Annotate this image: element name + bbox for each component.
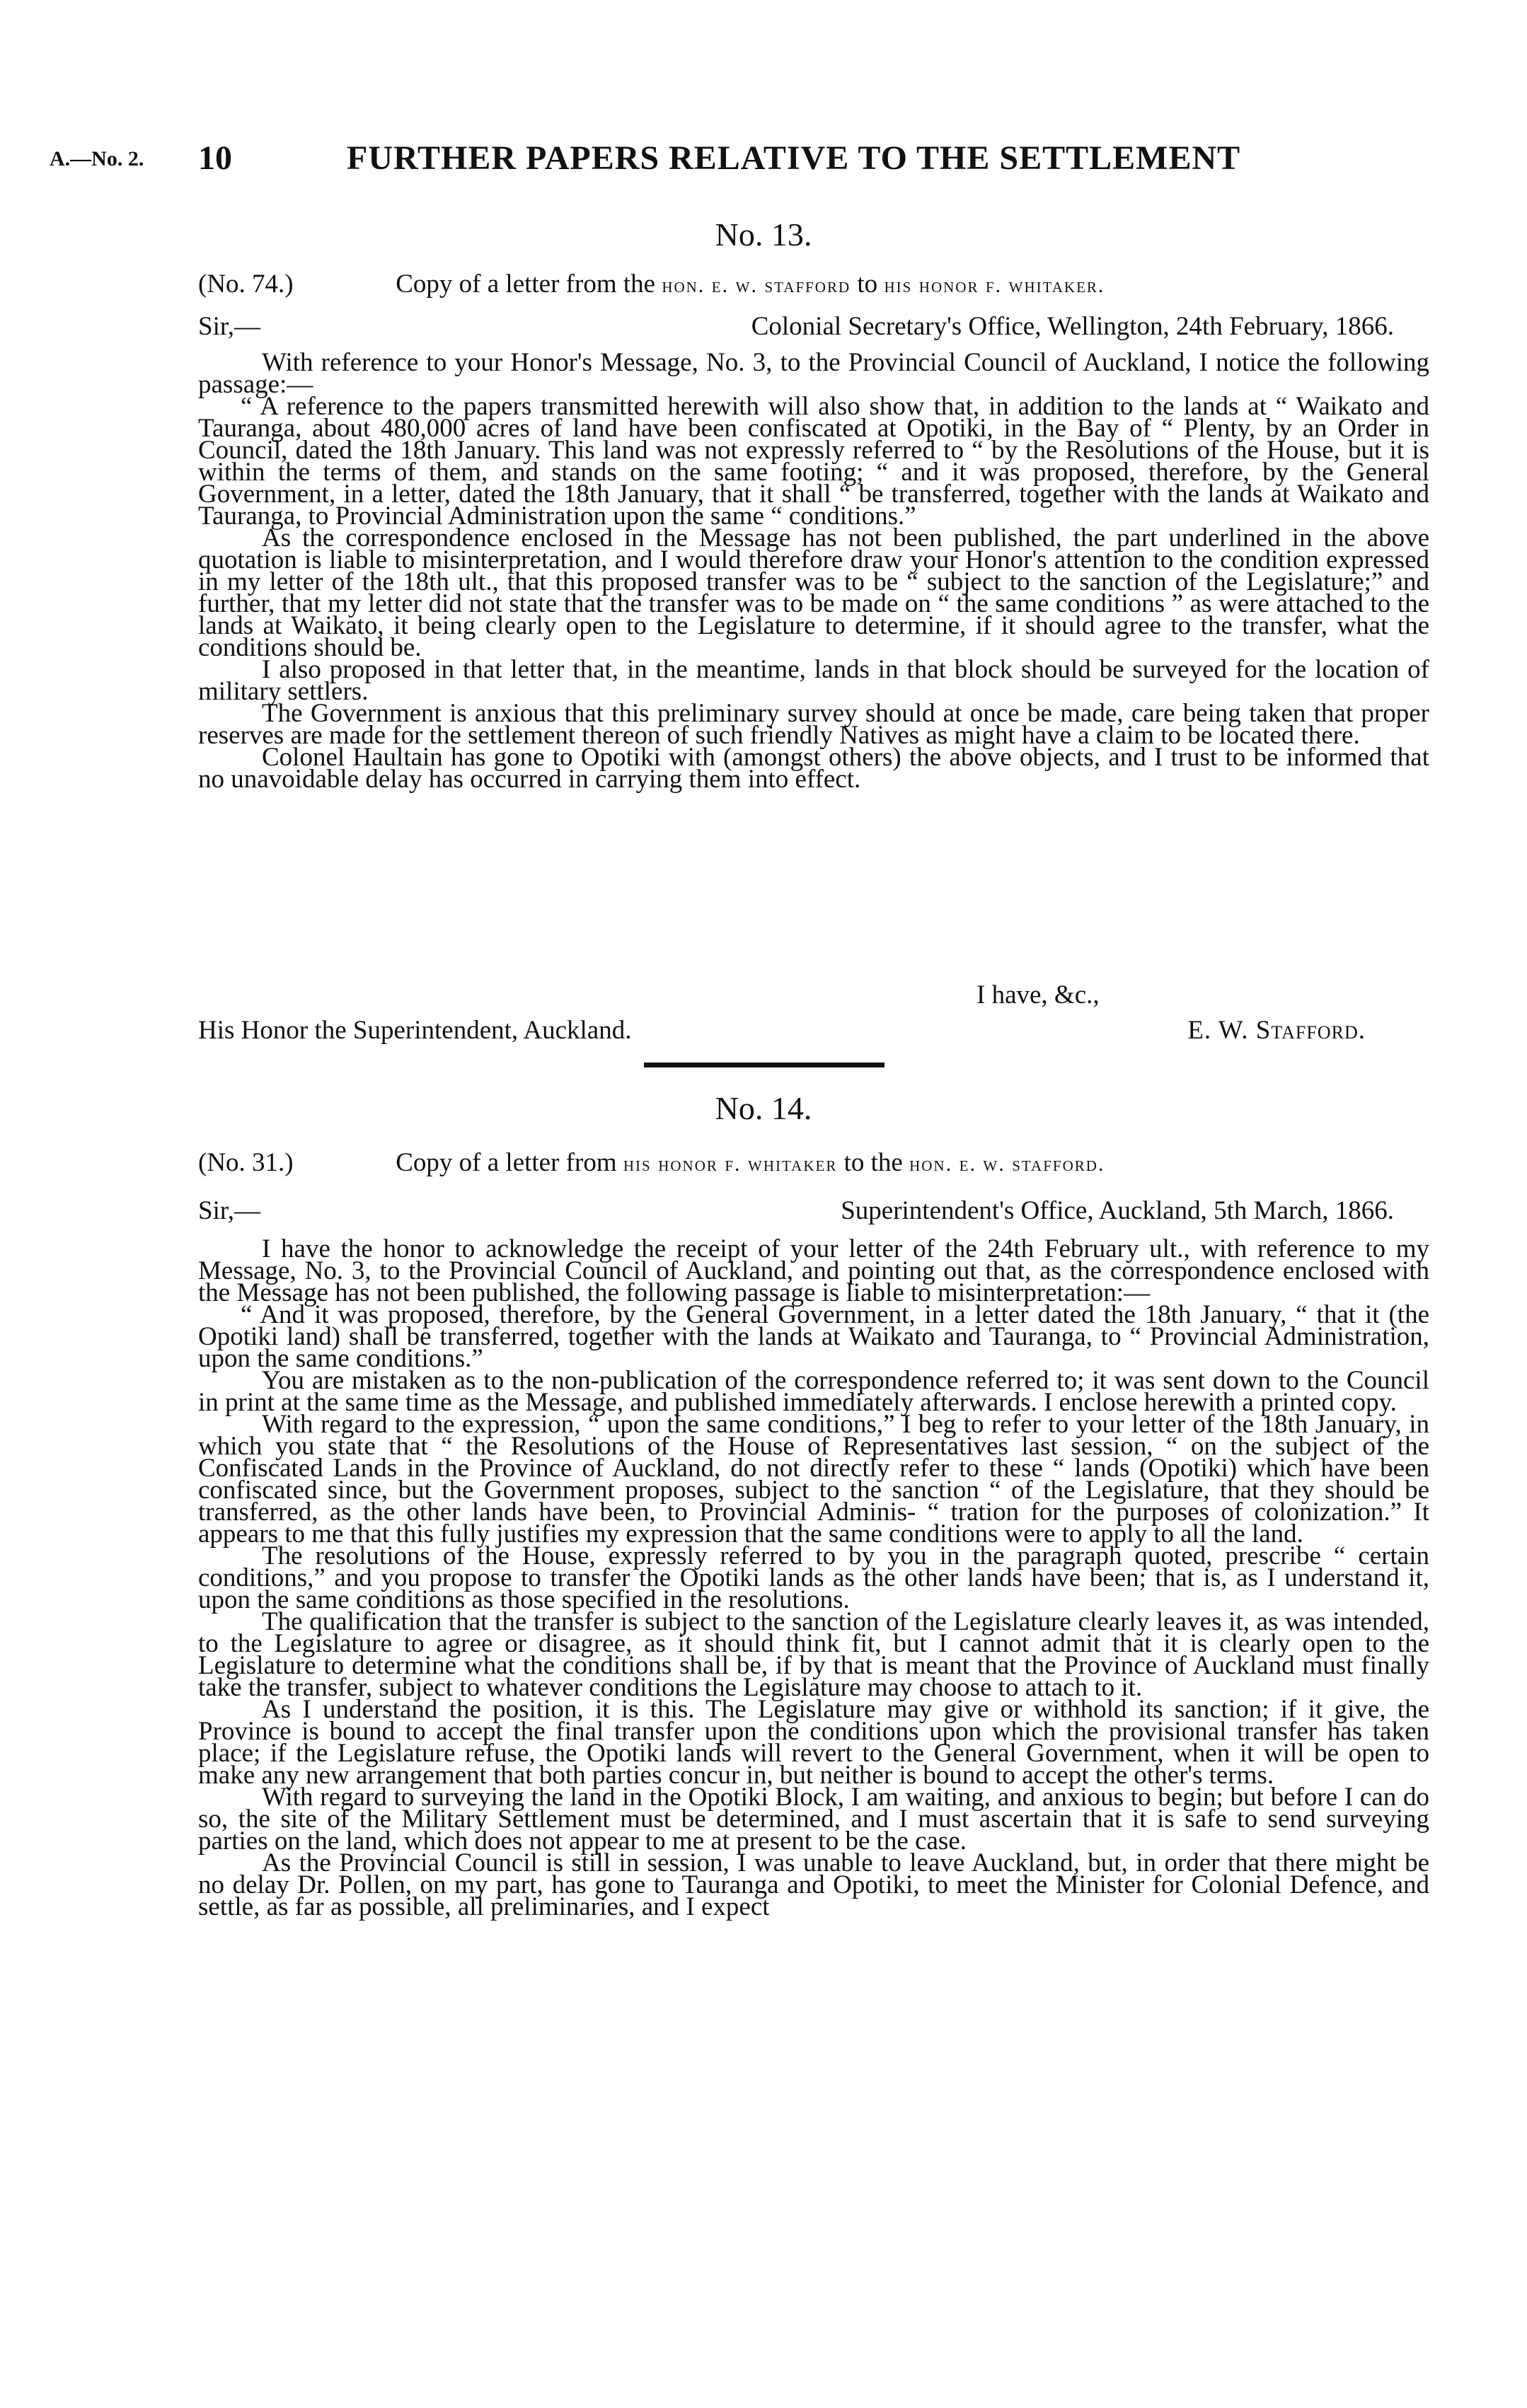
letter-13-serial: (No. 74.) — [198, 270, 294, 299]
document-reference: A.—No. 2. — [50, 147, 144, 170]
letter-13-paragraph: The Government is anxious that this preliminary survey should at once be made, care being taken that proper reserves are made for the settlement thereon of such friendly Natives as might have a claim to be located there. — [198, 699, 1429, 750]
letter-14-paragraph: You are mistaken as to the non-publication of the correspondence referred to; it was sent down to the Council in print at the same time as the Message, and published immediately afterwards. I enclose herewith a printed copy. — [198, 1366, 1429, 1417]
page-header — [50, 134, 1422, 191]
letter-13-heading-mid: to — [857, 270, 878, 299]
letter-14-paragraph: With regard to the expression, “ upon the same conditions,” I beg to refer to your letter of the 18th January, in which you state that “ the Resolutions of the House of Representatives last session, “ on the subject of the Confiscated Lands in the Province of Auckland, do not directly refer to these “ lands (Opotiki) which have been confiscated since, but the Government proposes, subject to the sanction “ of the Legislature, that they should be transferred, as the other lands have been, to Provincial Adminis- “ tration for the purposes of colonization.” It appears to me that this fully justifies my expression that the same conditions were to apply to all the land. — [198, 1410, 1429, 1549]
letter-14-heading-pre: Copy of a letter from — [396, 1148, 617, 1177]
letter-13-addressee: His Honor the Superintendent, Auckland. — [198, 1016, 632, 1045]
letter-14-paragraph: The resolutions of the House, expressly referred to by you in the paragraph quoted, prescribe “ certain conditions,” and you propose to transfer the Opotiki lands as the other lands have been; that is, as I understand it, upon the same conditions as those specified in the resolutions. — [198, 1541, 1429, 1614]
letter-13-sender: hon. e. w. stafford — [662, 274, 851, 297]
letter-14-paragraph: As the Provincial Council is still in session, I was unable to leave Auckland, but, in order that there might be no delay Dr. Pollen, on my part, has gone to Tauranga and Opotiki, to meet the Minister for Colonial Defence, and settle, as far as possible, all preliminaries, and I expect — [198, 1848, 1429, 1921]
letter-14-paragraph: As I understand the position, it is this. The Legislature may give or withhold its sanction; if it give, the Province is bound to accept the final transfer upon the conditions upon which the provisional transfer has taken place; if the Legislature refuse, the Opotiki lands will revert to the General Government, when it will be open to make any new arrangement that both parties concur in, but neither is bound to accept the other's terms. — [198, 1695, 1429, 1790]
letter-13-paragraph: With reference to your Honor's Message, No. 3, to the Provincial Council of Auckland, I notice the following passage:— — [198, 348, 1429, 399]
page-number: 10 — [198, 139, 232, 177]
letter-14-number: No. 14. — [715, 1090, 812, 1126]
running-title: FURTHER PAPERS RELATIVE TO THE SETTLEMENT — [347, 139, 1241, 177]
letter-13-recipient: his honor f. whitaker. — [884, 274, 1105, 297]
letter-13-signature-row — [198, 1015, 1366, 1046]
letter-13-quote: “ A reference to the papers transmitted herewith will also show that, in addition to the lands at “ Waikato and Tauranga, about 480,000 acres of land have been confiscated at Opotiki, in the Bay of “ Plenty, by an Order in Council, dated the 18th January. This land was not expressly referred to “ by the Resolutions of the House, but it is within the terms of them, and stands on the same footing; “ and it was proposed, therefore, by the General Government, in a letter, dated the 18th January, that it shall “ be transferred, together with the lands at Waikato and Tauranga, to Provincial Administration upon the same “ conditions.” — [198, 392, 1429, 531]
letter-14-quote: “ And it was proposed, therefore, by the General Government, in a letter dated the 18th January, “ that it (the Opotiki land) shall be transferred, together with the lands at Waikato and Tauranga, to “ Provincial Administration, upon the same conditions.” — [198, 1300, 1429, 1373]
letter-13-body — [198, 348, 1429, 794]
letter-13-heading — [198, 269, 1105, 299]
letter-14-paragraph: I have the honor to acknowledge the receipt of your letter of the 24th February ult., with reference to my Message, No. 3, to the Provincial Council of Auckland, and pointing out that, as the correspondence enclosed with the Message has not been published, the following passage is liable to misinterpretation:— — [198, 1234, 1429, 1307]
letter-13-paragraph: As the correspondence enclosed in the Message has not been published, the part underlined in the above quotation is liable to misinterpretation, and I would therefore draw your Honor's attention to the condition expressed in my letter of the 18th ult., that this proposed transfer was to be “ subject to the sanction of the Legislature;” and further, that my letter did not state that the transfer was to be made on “ the same conditions ” as were attached to the lands at Waikato, it being clearly open to the Legislature to determine, if it should agree to the transfer, what the conditions should be. — [198, 523, 1429, 662]
letter-13-heading-pre: Copy of a letter from the — [396, 270, 656, 299]
letter-13-paragraph: Colonel Haultain has gone to Opotiki with (amongst others) the above objects, and I trust to be informed that no unavoidable delay has occurred in carrying them into effect. — [198, 743, 1429, 794]
letter-14-serial: (No. 31.) — [198, 1148, 294, 1177]
letter-14-heading-mid: to the — [843, 1148, 903, 1177]
section-divider — [644, 1063, 884, 1067]
letter-13-signature: E. W. Stafford. — [1187, 1016, 1366, 1045]
letter-14-paragraph: The qualification that the transfer is subject to the sanction of the Legislature clearly leaves it, as was intended, to the Legislature to agree or disagree, as it should think fit, but I cannot admit that it is clearly open to the Legislature to determine what the conditions shall be, if by that is meant that the Province of Auckland must finally take the transfer, subject to whatever conditions the Legislature may choose to attach to it. — [198, 1607, 1429, 1702]
letter-13-paragraph: I also proposed in that letter that, in the meantime, lands in that block should be surveyed for the location of military settlers. — [198, 655, 1429, 706]
letter-13-number: No. 13. — [715, 216, 812, 253]
letter-14-body — [198, 1234, 1429, 1921]
letter-14-sender: his honor f. whitaker — [623, 1152, 838, 1176]
letter-14-heading — [198, 1147, 1105, 1178]
letter-13-dateline: Colonial Secretary's Office, Wellington, 24th February, 1866. — [751, 312, 1394, 341]
letter-13-closing: I have, &c., — [976, 980, 1100, 1009]
letter-14-paragraph: With regard to surveying the land in the Opotiki Block, I am waiting, and anxious to begin; but before I can do so, the site of the Military Settlement must be determined, and I must ascertain that it is safe to send surveying parties on the land, which does not appear to me at present to be the case. — [198, 1783, 1429, 1856]
letter-14-recipient: hon. e. w. stafford. — [909, 1152, 1105, 1176]
letter-14-dateline: Superintendent's Office, Auckland, 5th March, 1866. — [841, 1196, 1394, 1225]
letter-13-salutation: Sir,— — [198, 312, 260, 341]
letter-14-salutation: Sir,— — [198, 1196, 260, 1225]
